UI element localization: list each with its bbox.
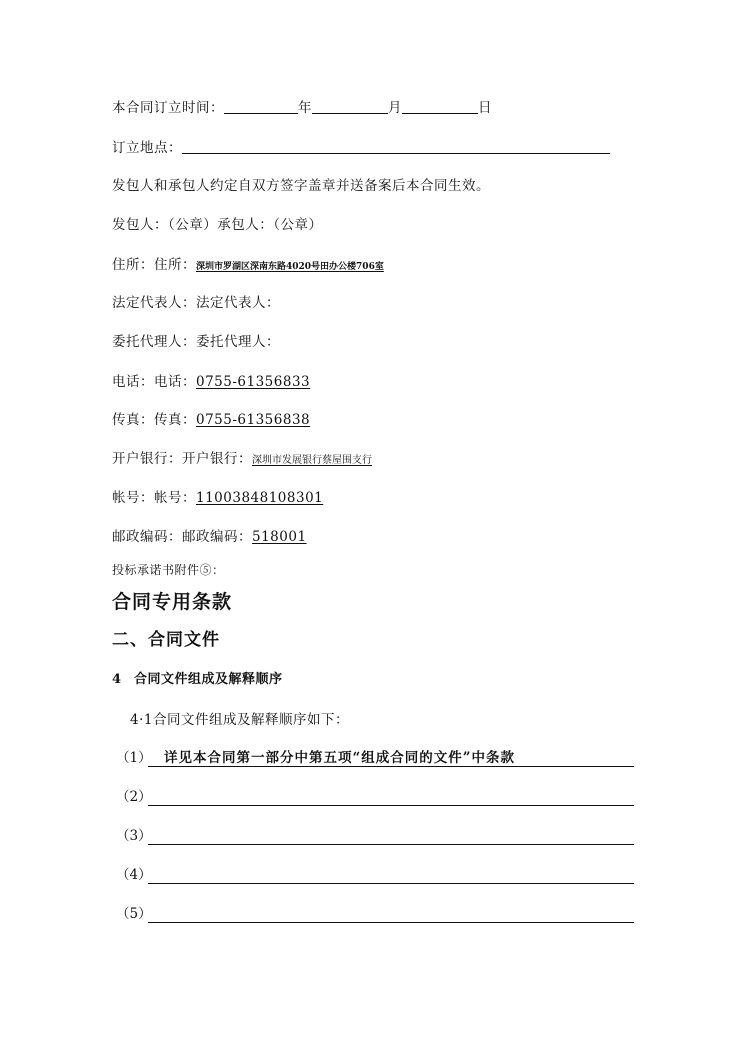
list-item	[116, 748, 516, 768]
postcode-value: 518001	[252, 529, 307, 545]
list-item-label: （5）	[116, 906, 152, 922]
legal-rep-line: 法定代表人：法定代表人：	[112, 295, 280, 311]
list-item	[116, 865, 152, 885]
list-item-label: （4）	[116, 867, 152, 883]
account-value: 11003848108301	[196, 490, 324, 506]
section-title: 合同专用条款	[112, 591, 233, 613]
year-blank[interactable]	[224, 99, 298, 114]
list-item-field[interactable]	[148, 826, 634, 845]
list-item-label: （3）	[116, 828, 152, 844]
list-item	[116, 787, 152, 807]
list-item-field[interactable]	[148, 904, 634, 923]
section-subtitle: 二、合同文件	[112, 630, 220, 650]
phone-line	[112, 372, 310, 392]
attachment-label: 投标承诺书附件⑤：	[112, 563, 225, 577]
list-item-label: （2）	[116, 789, 152, 805]
address-label: 住所：住所：	[112, 257, 196, 273]
clause-number: 4	[112, 672, 122, 687]
account-line	[112, 488, 323, 508]
bank-value: 深圳市发展银行蔡屋围支行	[252, 455, 372, 466]
list-item-text: 详见本合同第一部分中第五项“组成合同的文件”中条款	[164, 750, 516, 766]
fax-label: 传真：传真：	[112, 412, 196, 428]
phone-label: 电话：电话：	[112, 374, 196, 390]
signing-time-line	[112, 98, 492, 118]
signing-place-label: 订立地点：	[112, 140, 182, 156]
month-blank[interactable]	[312, 99, 388, 114]
day-blank[interactable]	[402, 99, 478, 114]
month-label: 月	[388, 100, 402, 116]
fax-line	[112, 410, 310, 430]
list-item-field[interactable]	[148, 787, 634, 806]
phone-value: 0755-61356833	[196, 374, 311, 390]
list-item-field[interactable]	[148, 748, 634, 767]
list-item-label: （1）	[116, 750, 152, 766]
bank-label: 开户银行：开户银行：	[112, 451, 252, 467]
postcode-line	[112, 527, 307, 547]
signing-time-label: 本合同订立时间：	[112, 100, 224, 116]
agent-line: 委托代理人：委托代理人：	[112, 334, 280, 350]
day-label: 日	[478, 100, 492, 116]
clause-heading	[112, 670, 283, 690]
account-label: 帐号：帐号：	[112, 490, 196, 506]
place-blank[interactable]	[182, 139, 610, 154]
effect-text: 发包人和承包人约定自双方签字盖章并送备案后本合同生效。	[112, 178, 490, 194]
list-item	[116, 904, 152, 924]
address-value: 深圳市罗湖区深南东路4020号田办公楼706室	[196, 262, 384, 272]
list-item	[116, 826, 152, 846]
year-label: 年	[298, 100, 312, 116]
address-line	[112, 255, 384, 277]
clause-sub: 4·1合同文件组成及解释顺序如下：	[130, 712, 349, 728]
fax-value: 0755-61356838	[196, 412, 311, 428]
clause-title: 合同文件组成及解释顺序	[134, 672, 283, 687]
signing-place-line	[112, 138, 610, 158]
postcode-label: 邮政编码：邮政编码：	[112, 529, 252, 545]
parties-header: 发包人：（公章）承包人：（公章）	[112, 217, 323, 233]
list-item-field[interactable]	[148, 865, 634, 884]
bank-line	[112, 449, 372, 471]
